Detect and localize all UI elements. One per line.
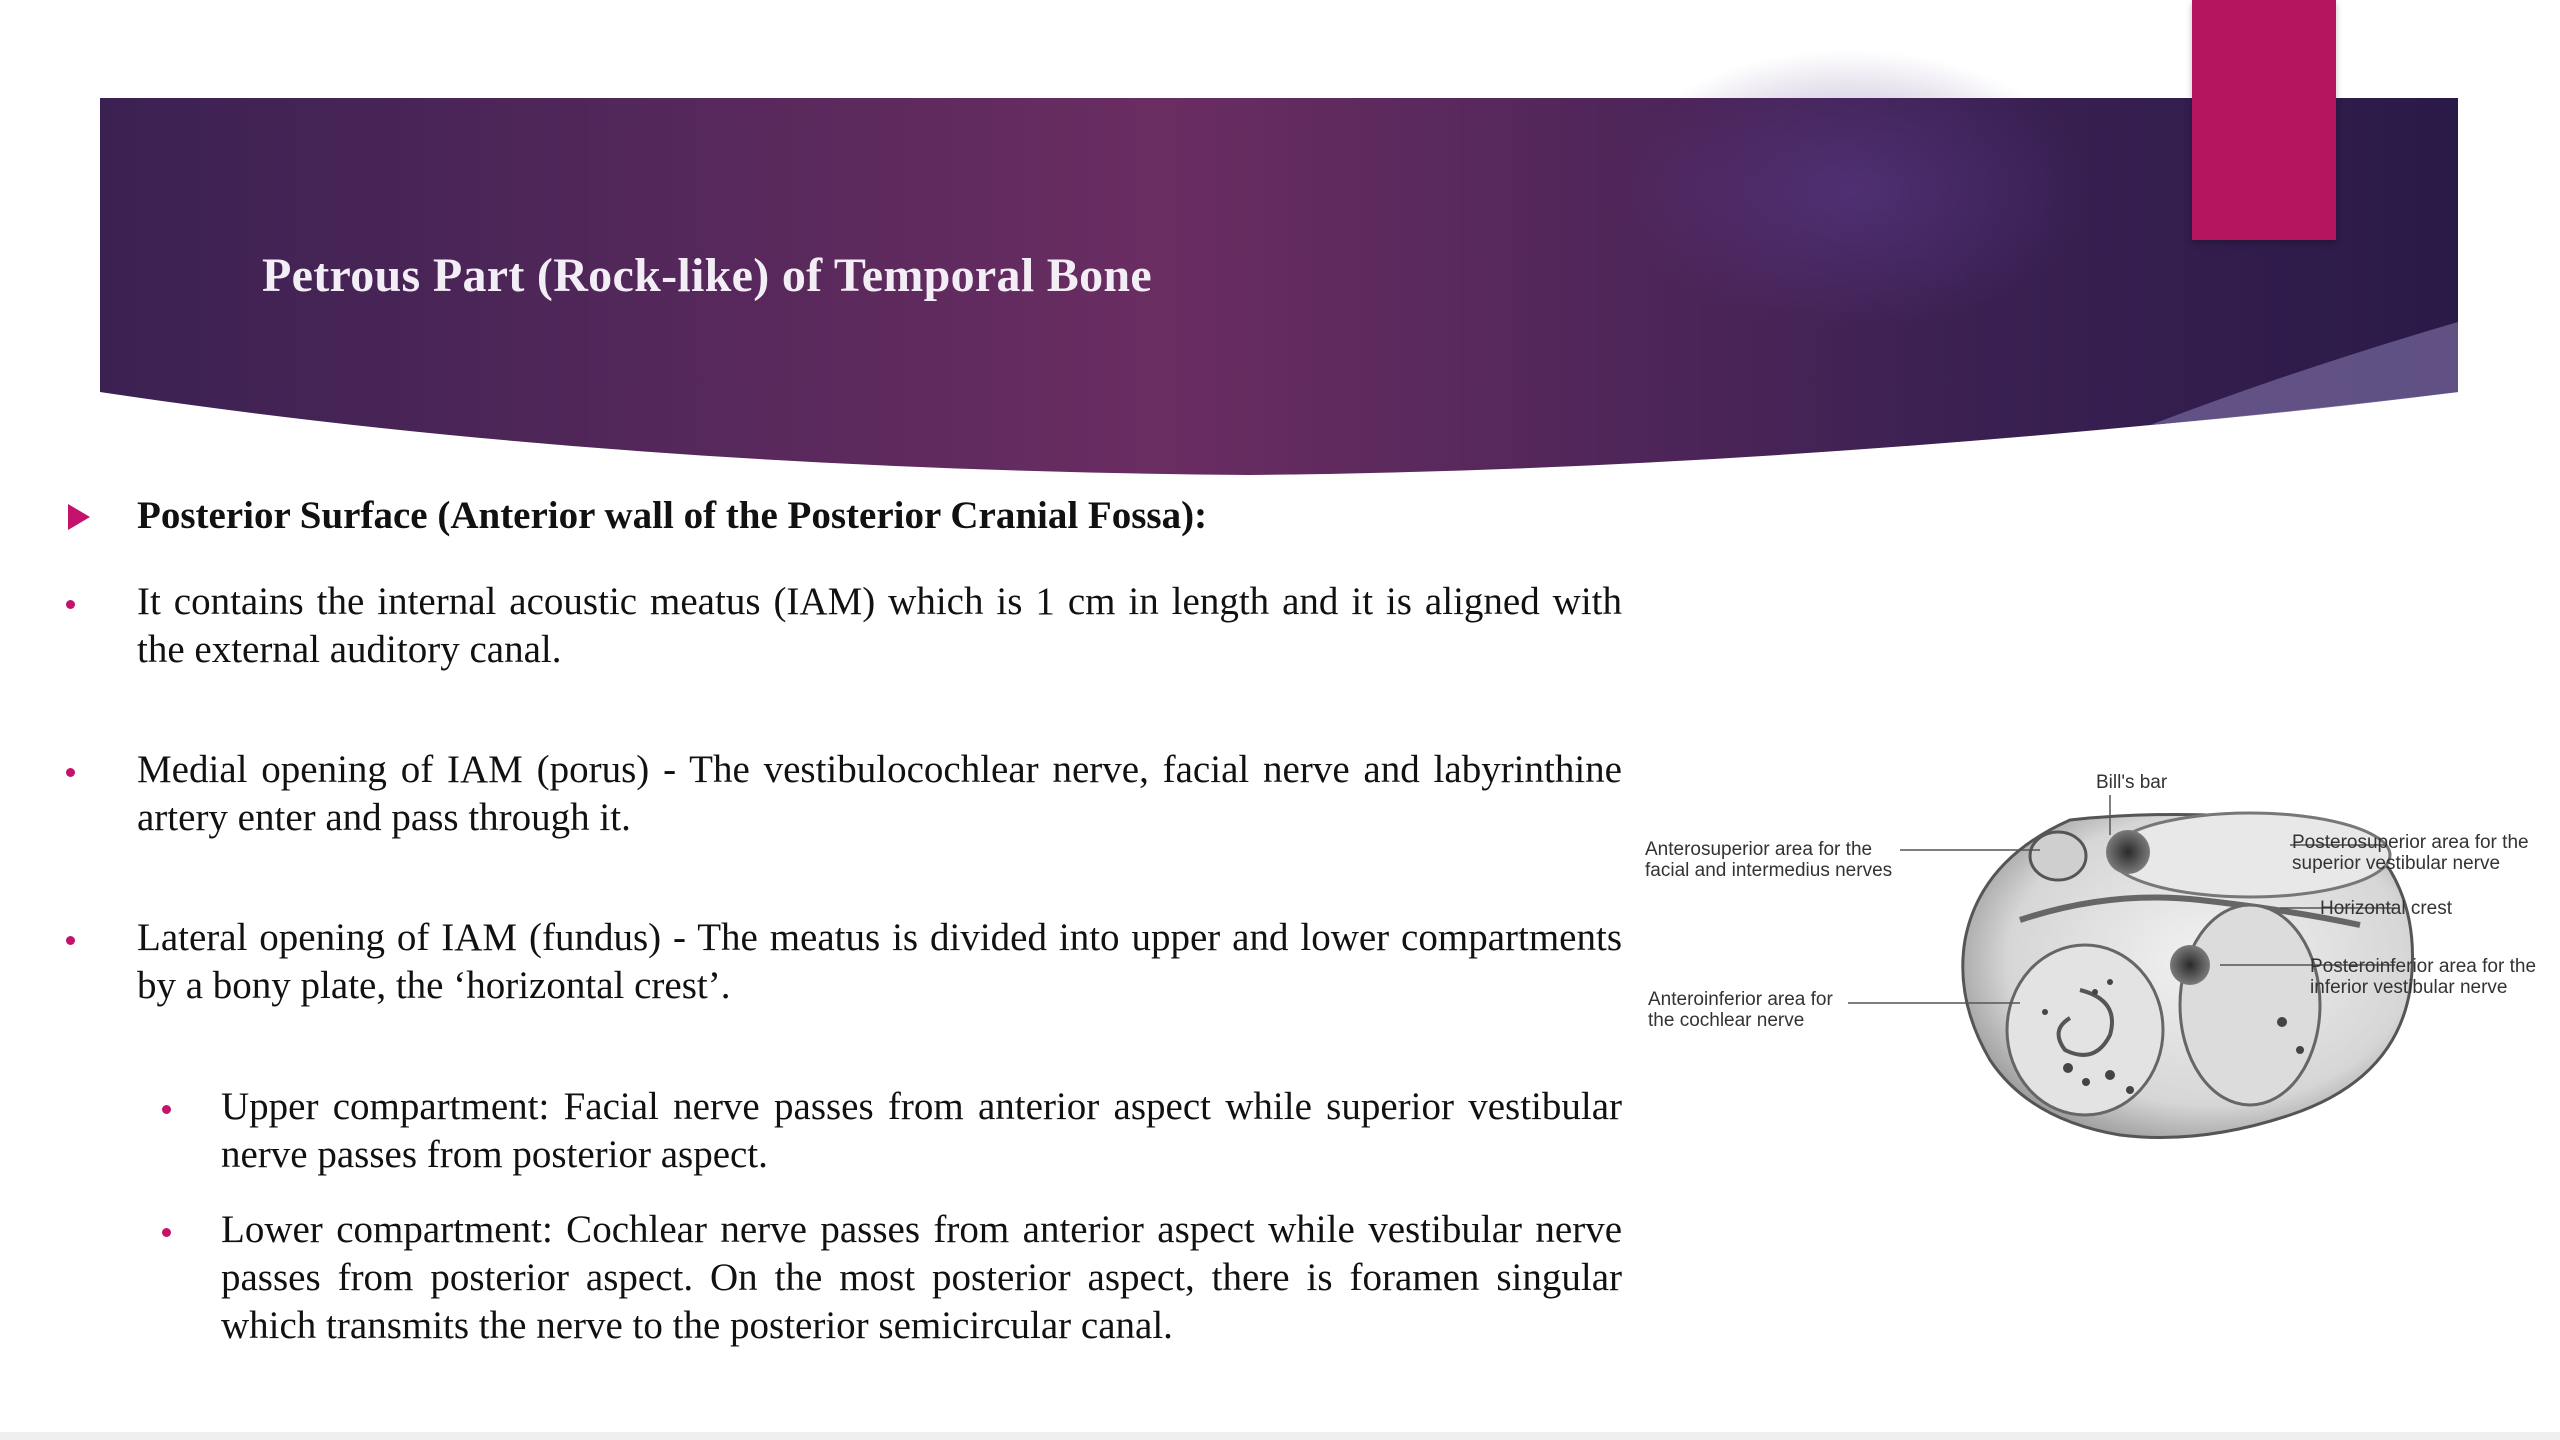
bullet-dot-icon (66, 600, 75, 609)
label-posterosuperior-line1: Posterosuperior area for the (2292, 832, 2529, 853)
bullet-dot-icon (162, 1228, 171, 1237)
label-posteroinferior-line1: Posteroinferior area for the (2310, 956, 2537, 977)
bullet-dot-icon (66, 936, 75, 945)
list-item-text: It contains the internal acoustic meatus (IAM) which is 1 cm in length and it is aligned with the external auditory canal. (137, 580, 1622, 671)
label-anterosuperior-line1: Anterosuperior area for the (1645, 839, 1873, 860)
label-horizontal-crest: Horizontal crest (2320, 898, 2452, 919)
label-anterosuperior-line2: facial and intermedius nerves (1645, 860, 1893, 881)
label-posterosuperior-line2: superior vestibular nerve (2292, 853, 2501, 874)
list-item-text: Medial opening of IAM (porus) - The vestibulocochlear nerve, facial nerve and labyrinthine artery enter and pass through it. (137, 748, 1622, 839)
label-bills-bar: Bill's bar (2096, 772, 2168, 793)
slide-title: Petrous Part (Rock-like) of Temporal Bone (262, 249, 1152, 302)
sub-list-item-text: Upper compartment: Facial nerve passes from anterior aspect while superior vestibular nerve passes from posterior aspect. (221, 1085, 1622, 1176)
iam-fundus-diagram (1640, 760, 2560, 1160)
bullet-dot-icon (66, 768, 75, 777)
label-anteroinferior-line1: Anteroinferior area for (1648, 989, 1833, 1010)
section-heading-text: Posterior Surface (Anterior wall of the Posterior Cranial Fossa): (137, 494, 1208, 537)
label-anteroinferior-line2: the cochlear nerve (1648, 1010, 1805, 1031)
bottom-divider (0, 1432, 2560, 1440)
accent-tab (2192, 0, 2336, 240)
sub-list-item-text: Lower compartment: Cochlear nerve passes from anterior aspect while vestibular nerve passes from posterior aspect. On the most posterior aspect, there is foramen singular which transmits the nerve to the posterior semicircular canal. (221, 1208, 1622, 1347)
list-item-text: Lateral opening of IAM (fundus) - The meatus is divided into upper and lower compartments by a bony plate, the ‘horizontal crest’. (137, 916, 1622, 1007)
bullet-dot-icon (162, 1105, 171, 1114)
label-posteroinferior-line2: inferior vestibular nerve (2310, 977, 2508, 998)
triangle-bullet-icon (68, 504, 90, 530)
